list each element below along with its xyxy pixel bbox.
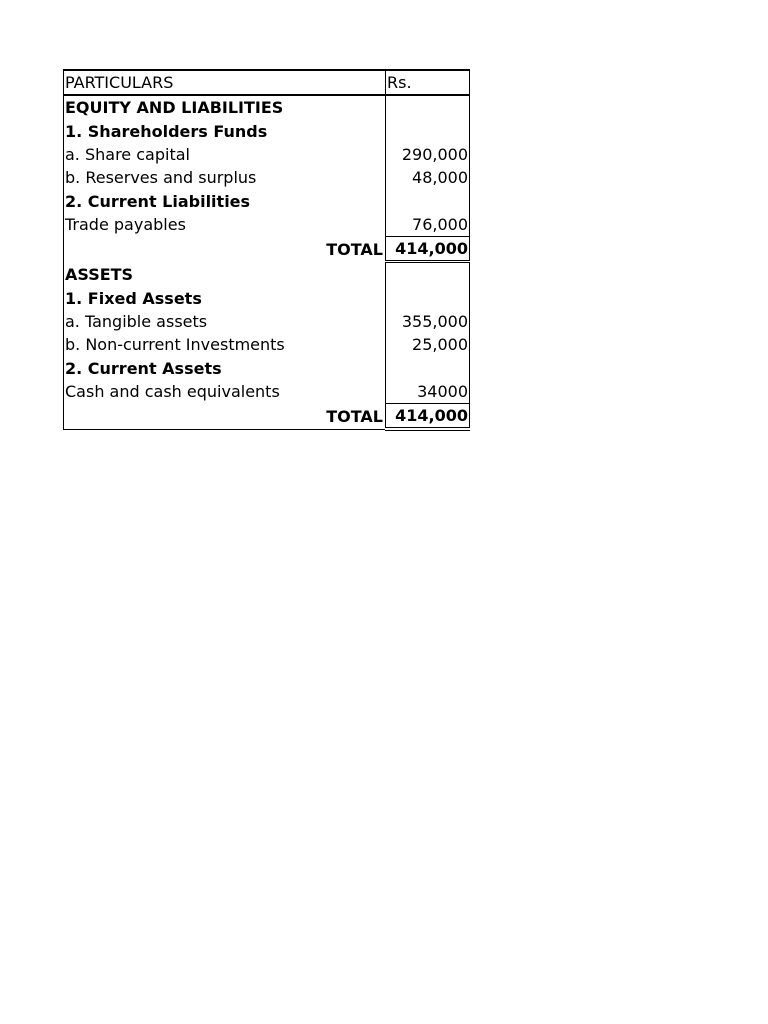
subsection-heading-row — [64, 357, 470, 380]
shareholders-funds-heading: 1. Shareholders Funds — [64, 120, 386, 143]
cash-equivalents-label: Cash and cash equivalents — [64, 380, 386, 404]
equity-total-value: 414,000 — [386, 237, 470, 262]
section-heading-row — [64, 95, 470, 119]
empty-cell — [386, 95, 470, 119]
empty-cell — [386, 287, 470, 310]
equity-liabilities-heading: EQUITY AND LIABILITIES — [64, 95, 386, 119]
assets-total-value: 414,000 — [386, 404, 470, 430]
equity-total-label: TOTAL — [64, 237, 386, 262]
particulars-header: PARTICULARS — [64, 70, 386, 95]
trade-payables-label: Trade payables — [64, 213, 386, 237]
table-row — [64, 213, 470, 237]
assets-total-label: TOTAL — [64, 404, 386, 430]
current-liabilities-heading: 2. Current Liabilities — [64, 189, 386, 212]
reserves-surplus-value: 48,000 — [386, 166, 470, 189]
share-capital-label: a. Share capital — [64, 143, 386, 166]
table-row — [64, 380, 470, 404]
header-row — [64, 70, 470, 95]
tangible-assets-value: 355,000 — [386, 310, 470, 333]
share-capital-value: 290,000 — [386, 143, 470, 166]
noncurrent-investments-value: 25,000 — [386, 333, 470, 356]
section-heading-row — [64, 262, 470, 287]
empty-cell — [386, 120, 470, 143]
tangible-assets-label: a. Tangible assets — [64, 310, 386, 333]
subsection-heading-row — [64, 120, 470, 143]
subsection-heading-row — [64, 287, 470, 310]
table-row — [64, 166, 470, 189]
empty-cell — [386, 189, 470, 212]
empty-cell — [386, 262, 470, 287]
balance-sheet-table — [63, 69, 470, 431]
balance-sheet — [63, 69, 469, 431]
total-row — [64, 237, 470, 262]
assets-heading: ASSETS — [64, 262, 386, 287]
current-assets-heading: 2. Current Assets — [64, 357, 386, 380]
reserves-surplus-label: b. Reserves and surplus — [64, 166, 386, 189]
table-row — [64, 310, 470, 333]
amount-header: Rs. — [386, 70, 470, 95]
trade-payables-value: 76,000 — [386, 213, 470, 237]
fixed-assets-heading: 1. Fixed Assets — [64, 287, 386, 310]
table-row — [64, 143, 470, 166]
table-row — [64, 333, 470, 356]
total-row — [64, 404, 470, 430]
cash-equivalents-value: 34000 — [386, 380, 470, 404]
noncurrent-investments-label: b. Non-current Investments — [64, 333, 386, 356]
empty-cell — [386, 357, 470, 380]
subsection-heading-row — [64, 189, 470, 212]
